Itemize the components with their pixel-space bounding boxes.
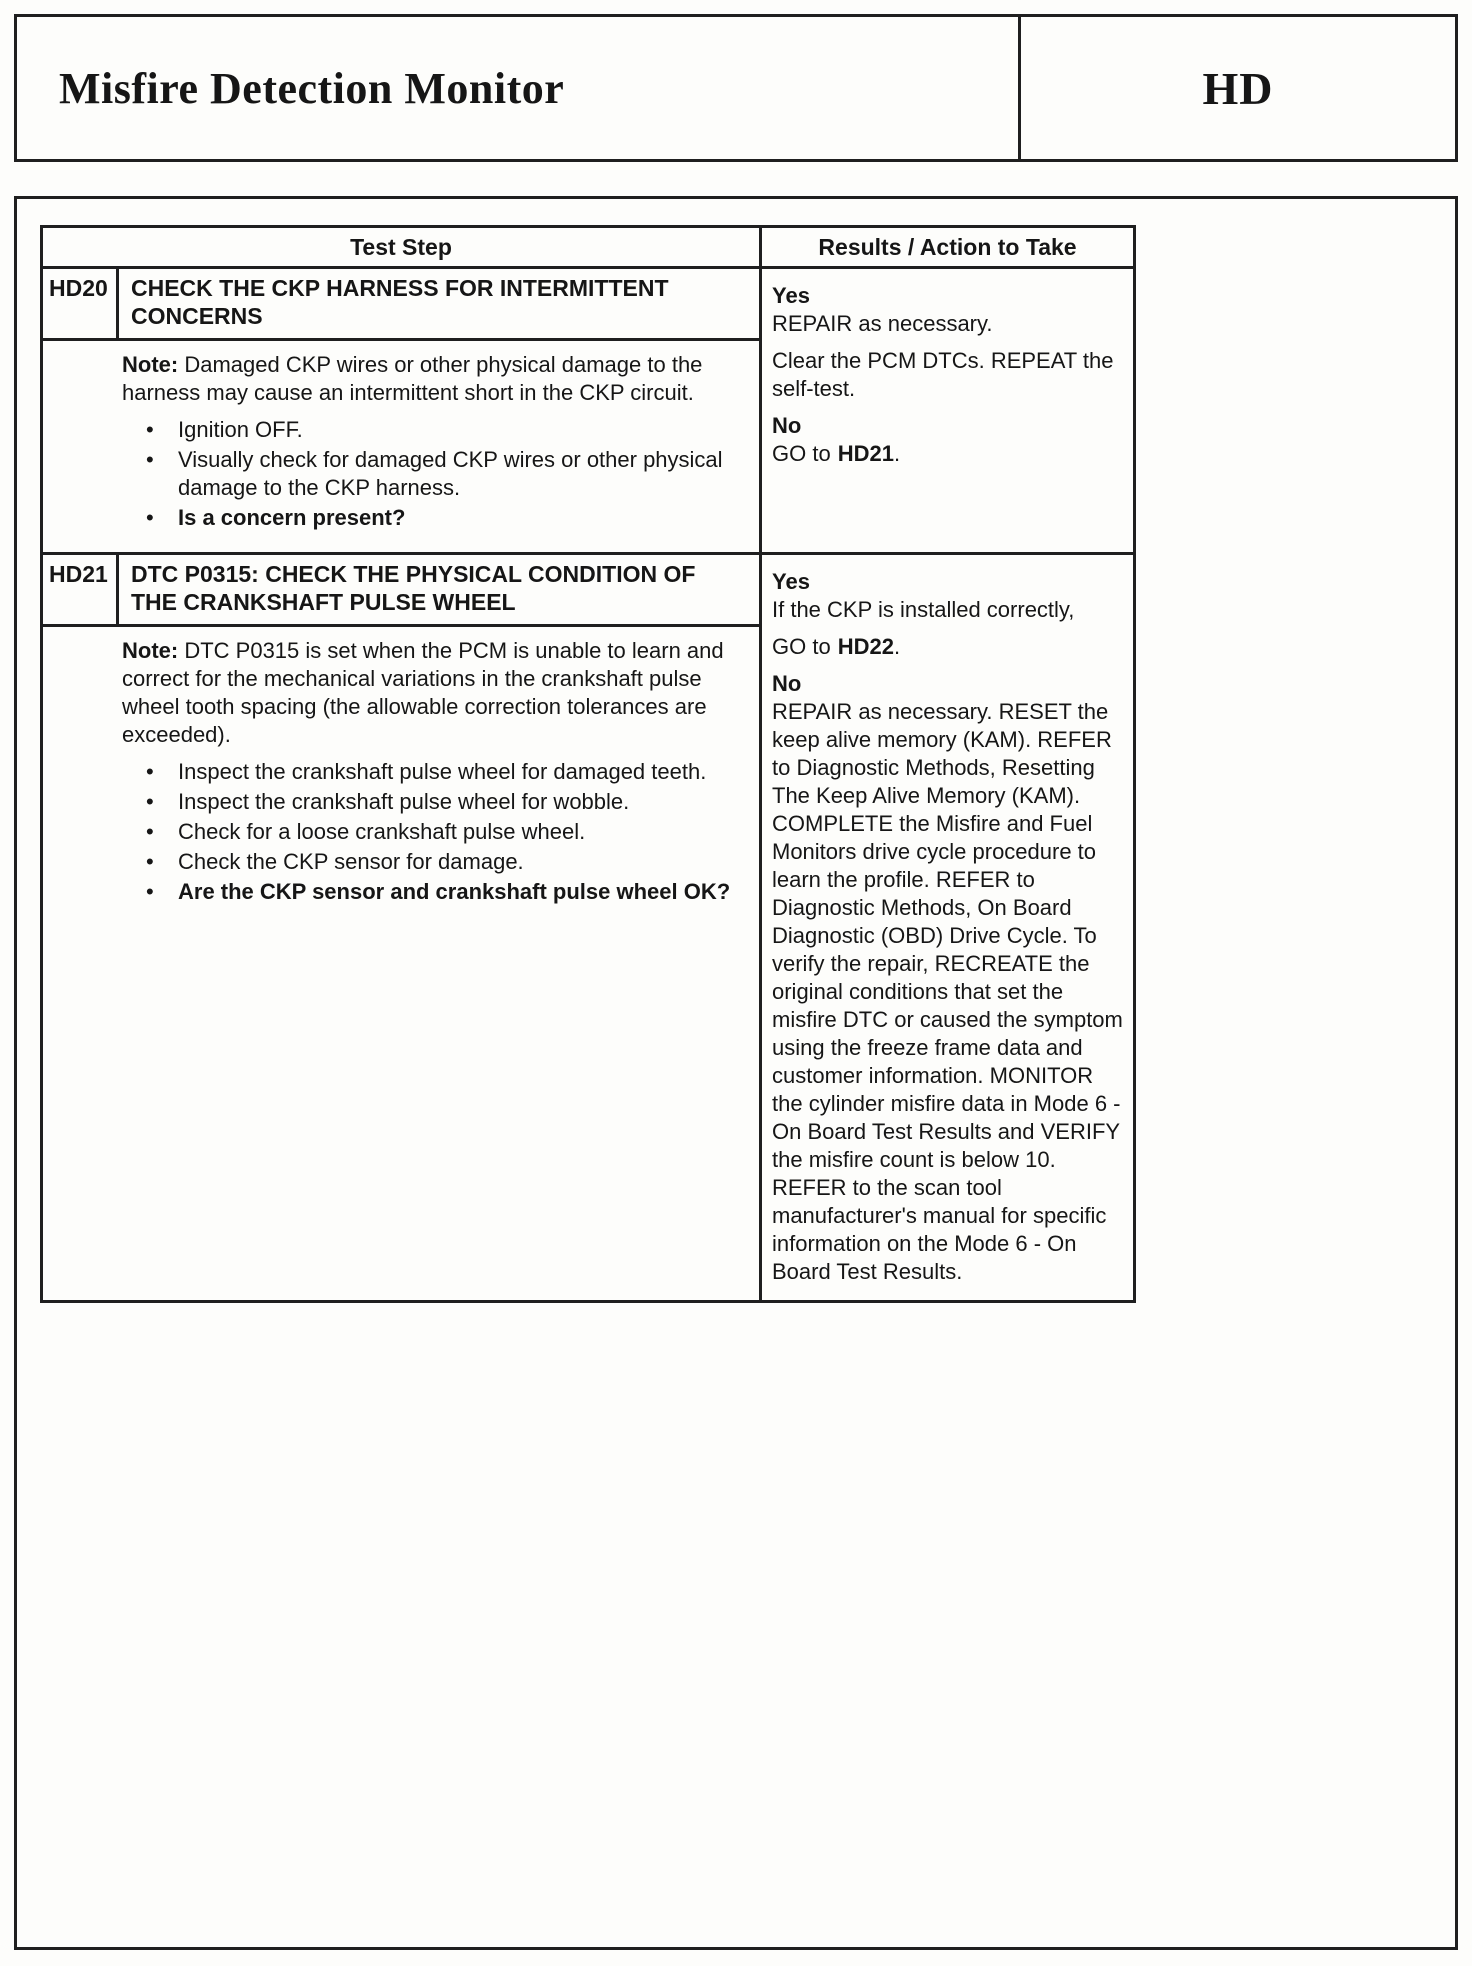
table-row (43, 552, 1133, 1300)
goto-target: HD22 (837, 634, 894, 659)
yes-label: Yes (772, 283, 810, 308)
step-title-row (43, 269, 759, 341)
table-row (43, 269, 1133, 552)
bullet-icon: • (146, 759, 154, 784)
result-text: REPAIR as necessary. (772, 311, 993, 336)
bullet-text: Inspect the crankshaft pulse wheel for damaged teeth. (178, 759, 707, 784)
step-title-row (43, 555, 759, 627)
goto-prefix: GO to (772, 634, 831, 659)
column-header-test-step: Test Step (43, 228, 762, 266)
step-body (43, 627, 759, 926)
test-step-cell (43, 555, 762, 1300)
bullet-text: Check for a loose crankshaft pulse wheel. (178, 819, 586, 844)
note-label: Note: (122, 352, 179, 377)
table-header-row (43, 228, 1133, 269)
list-item (122, 504, 745, 532)
bullet-icon: • (146, 505, 154, 530)
page-title: Misfire Detection Monitor (59, 63, 565, 113)
note-text: DTC P0315 is set when the PCM is unable to learn and correct for the mechanical variations in the crankshaft pulse wheel tooth spacing (the allowable correction tolerances are exceeded). (122, 638, 724, 747)
bullet-text: Inspect the crankshaft pulse wheel for wobble. (178, 789, 630, 814)
result-text: REPAIR as necessary. RESET the keep alive memory (KAM). REFER to Diagnostic Methods, Resetting The Keep Alive Memory (KAM). COMPLETE the Misfire and Fuel Monitors drive cycle procedure to learn the profile. REFER to Diagnostic Methods, On Board Diagnostic (OBD) Drive Cycle. To verify the repair, RECREATE the original conditions that set the misfire DTC or caused the symptom using the freeze frame data and customer information. MONITOR the cylinder misfire data in Mode 6 - On Board Test Results and VERIFY the misfire count is below 10. REFER to the scan tool manufacturer's manual for specific information on the Mode 6 - On Board Test Results. (772, 699, 1123, 1284)
bullet-text: Ignition OFF. (178, 417, 303, 442)
diagnostic-table (40, 225, 1136, 1303)
bullet-icon: • (146, 849, 154, 874)
bullet-icon: • (146, 819, 154, 844)
header-title-cell (17, 17, 1021, 159)
bullet-list (122, 758, 745, 906)
step-body (43, 341, 759, 552)
yes-label: Yes (772, 569, 810, 594)
list-item (122, 878, 745, 906)
step-note (122, 351, 745, 407)
result-text: Clear the PCM DTCs. REPEAT the self-test. (772, 348, 1114, 401)
bullet-icon: • (146, 447, 154, 472)
results-cell (762, 269, 1133, 552)
list-item (122, 758, 745, 786)
bullet-text: Visually check for damaged CKP wires or other physical damage to the CKP harness. (178, 447, 723, 500)
list-item (122, 416, 745, 444)
goto-suffix: . (893, 634, 901, 659)
result-text: If the CKP is installed correctly, (772, 597, 1075, 622)
list-item (122, 818, 745, 846)
column-header-results: Results / Action to Take (818, 234, 1077, 260)
note-label: Note: (122, 638, 179, 663)
bullet-icon: • (146, 879, 154, 904)
note-text: Damaged CKP wires or other physical damage to the harness may cause an intermittent short in the CKP circuit. (122, 352, 703, 405)
list-item (122, 848, 745, 876)
list-item (122, 446, 745, 502)
bullet-icon: • (146, 789, 154, 814)
step-note (122, 637, 745, 749)
step-title: CHECK THE CKP HARNESS FOR INTERMITTENT CONCERNS (131, 275, 669, 329)
goto-prefix: GO to (772, 441, 831, 466)
procedure-outer-box (14, 196, 1458, 1950)
goto-line (772, 440, 1125, 468)
bullet-icon: • (146, 417, 154, 442)
goto-line (772, 633, 1125, 661)
page-header-box (14, 14, 1458, 162)
step-id: HD20 (43, 269, 119, 338)
step-id: HD21 (43, 555, 119, 624)
bullet-text: Are the CKP sensor and crankshaft pulse wheel OK? (178, 879, 731, 904)
bullet-text: Check the CKP sensor for damage. (178, 849, 524, 874)
bullet-list (122, 416, 745, 532)
goto-target: HD21 (837, 441, 894, 466)
step-title: DTC P0315: CHECK THE PHYSICAL CONDITION OF THE CRANKSHAFT PULSE WHEEL (131, 561, 696, 615)
header-code-cell (1021, 17, 1455, 159)
no-label: No (772, 671, 802, 696)
results-cell (762, 555, 1133, 1300)
list-item (122, 788, 745, 816)
bullet-text: Is a concern present? (178, 505, 406, 530)
no-label: No (772, 413, 802, 438)
section-code: HD (1202, 62, 1274, 114)
test-step-cell (43, 269, 762, 552)
goto-suffix: . (893, 441, 901, 466)
